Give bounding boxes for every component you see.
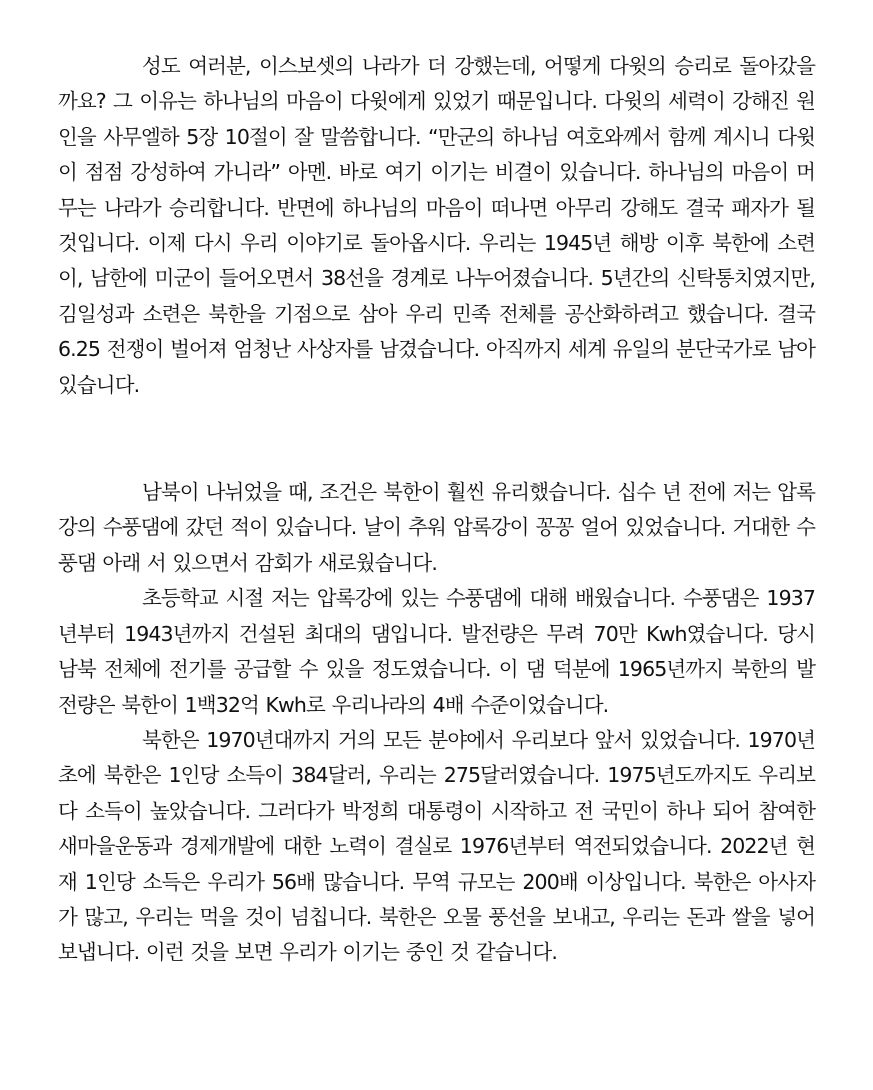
document-page — [58, 49, 815, 971]
paragraph-3: 초등학교 시절 저는 압록강에 있는 수풍댐에 대해 배웠습니다. 수풍댐은 1937년부터 1943년까지 건설된 최대의 댐입니다. 발전량은 무려 70만 Kwh였습니다. 당시 남북 전체에 전기를 공급할 수 있을 정도였습니다. 이 댐 덕분에 1965년까지 북한의 발전량은 북한이 1백32억 Kwh로 우리나라의 4배 수준이었습니다. — [58, 586, 815, 717]
paragraph-1: 성도 여러분, 이스보셋의 나라가 더 강했는데, 어떻게 다윗의 승리로 돌아갔을까요? 그 이유는 하나님의 마음이 다윗에게 있었기 때문입니다. 다윗의 세력이 강해진 원인을 사무엘하 5장 10절이 잘 말씀합니다. “만군의 하나님 여호와께서 함께 계시니 다윗이 점점 강성하여 가니라” 아멘. 바로 여기 이기는 비결이 있습니다. 하나님의 마음이 머무는 나라가 승리합니다. 반면에 하나님의 마음이 떠나면 아무리 강해도 결국 패자가 될 것입니다. 이제 다시 우리 이야기로 돌아옵시다. 우리는 1945년 해방 이후 북한에 소련이, 남한에 미군이 들어오면서 38선을 경계로 나누어졌습니다. 5년간의 신탁통치였지만, 김일성과 소련은 북한을 기점으로 삼아 우리 민족 전체를 공산화하려고 했습니다. 결국 6.25 전쟁이 벌어져 엄청난 사상자를 남겼습니다. 아직까지 세계 유일의 분단국가로 남아 있습니다. — [58, 54, 815, 397]
paragraph-2: 남북이 나뉘었을 때, 조건은 북한이 훨씬 유리했습니다. 십수 년 전에 저는 압록강의 수풍댐에 갔던 적이 있습니다. 날이 추워 압록강이 꽁꽁 얼어 있었습니다. 거대한 수풍댐 아래 서 있으면서 감회가 새로웠습니다. — [58, 480, 815, 575]
paragraph-gap — [58, 403, 815, 475]
paragraph-4: 북한은 1970년대까지 거의 모든 분야에서 우리보다 앞서 있었습니다. 1970년 초에 북한은 1인당 소득이 384달러, 우리는 275달러였습니다. 1975년도까지도 우리보다 소득이 높았습니다. 그러다가 박정희 대통령이 시작하고 전 국민이 하나 되어 참여한 새마을운동과 경제개발에 대한 노력이 결실로 1976년부터 역전되었습니다. 2022년 현재 1인당 소득은 우리가 56배 많습니다. 무역 규모는 200배 이상입니다. 북한은 아사자가 많고, 우리는 먹을 것이 넘칩니다. 북한은 오물 풍선을 보내고, 우리는 돈과 쌀을 넣어 보냅니다. 이런 것을 보면 우리가 이기는 중인 것 같습니다. — [58, 727, 815, 965]
